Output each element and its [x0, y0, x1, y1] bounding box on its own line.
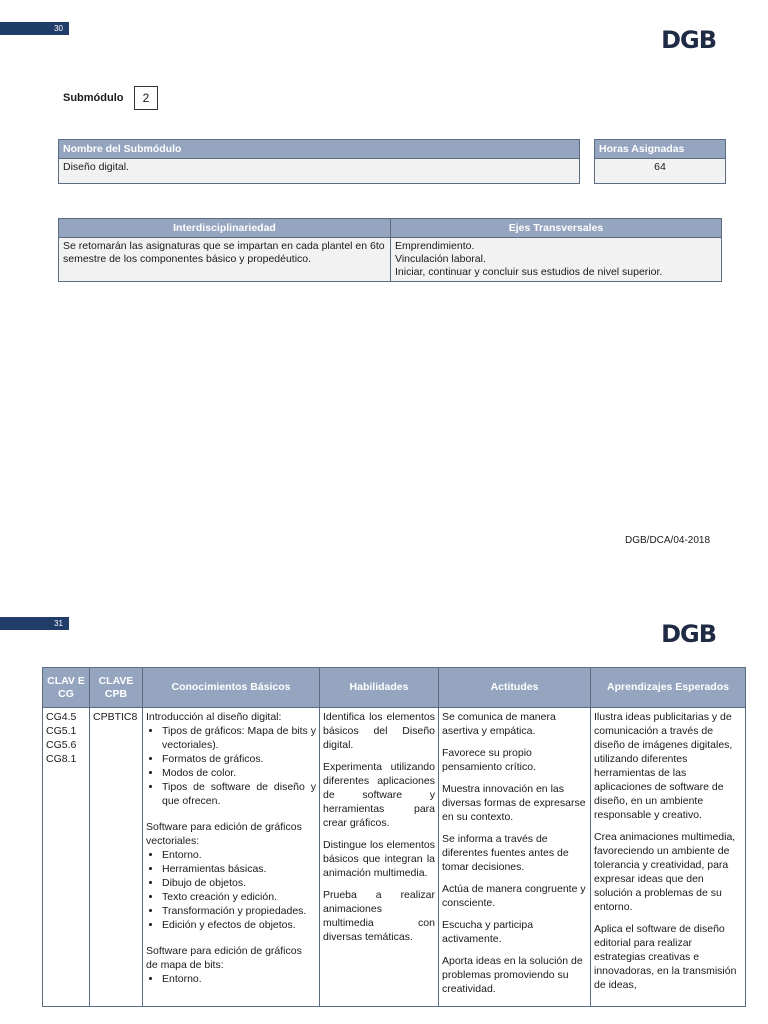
- inter-text: Se retomarán las asignaturas que se impartan en cada plantel en 6to semestre de los componentes básico y propedéutico.: [59, 238, 391, 282]
- header-habilidades: Habilidades: [320, 668, 439, 708]
- hours-value: 64: [595, 159, 726, 184]
- list-item: • Modos de color.: [162, 766, 316, 780]
- eje-item: Emprendimiento.: [395, 240, 475, 252]
- header-ejes: Ejes Transversales: [391, 219, 722, 238]
- dgb-logo: DGB: [661, 26, 716, 54]
- competencias-table: [42, 667, 746, 1007]
- list-item: • Tipos de gráficos: Mapa de bits y vectoriales).: [162, 724, 316, 752]
- aprendizaje: Ilustra ideas publicitarias y de comunicación a través de diseño de imágenes digitales, utilizando diferentes herramientas de las aplicaciones de software de diseño, en un ambiente responsable y creativo.: [594, 711, 733, 821]
- header-nombre: Nombre del Submódulo: [59, 140, 580, 159]
- eje-item: Vinculación laboral.: [395, 253, 486, 265]
- actitud: Escucha y participa activamente.: [442, 919, 534, 945]
- header-horas: Horas Asignadas: [595, 140, 726, 159]
- submodulo-name: Diseño digital.: [59, 159, 580, 184]
- actitud: Muestra innovación en las diversas formas de expresarse en su contexto.: [442, 783, 586, 823]
- actitud: Se informa a través de diferentes fuentes antes de tomar decisiones.: [442, 833, 569, 873]
- submodulo-name-table: [58, 139, 580, 184]
- intro-list: [146, 724, 316, 808]
- eje-item: Iniciar, continuar y concluir sus estudios de nivel superior.: [395, 266, 663, 278]
- clave-cpb: CPBTIC8: [90, 708, 143, 1007]
- header-conocimientos: Conocimientos Básicos: [143, 668, 320, 708]
- actitudes-cell: [439, 708, 591, 1007]
- page-number: 31: [0, 617, 69, 630]
- list-item: • Transformación y propiedades.: [162, 904, 316, 918]
- clave-cg-cell: [43, 708, 90, 1007]
- page-31: [0, 600, 768, 1024]
- header-interdisciplinariedad: Interdisciplinariedad: [59, 219, 391, 238]
- submodulo-number: 2: [134, 86, 158, 110]
- bitmap-list: [146, 972, 316, 986]
- header-aprendizajes: Aprendizajes Esperados: [591, 668, 746, 708]
- header-actitudes: Actitudes: [439, 668, 591, 708]
- aprendizajes-cell: [591, 708, 746, 1007]
- aprendizaje: Crea animaciones multimedia, favoreciendo un ambiente de tolerancia y creatividad, para expresar ideas que den solución a problemas de su entorno.: [594, 831, 736, 913]
- inter-ejes-table: [58, 218, 722, 282]
- actitud: Actúa de manera congruente y consciente.: [442, 883, 586, 909]
- clave-cg: CG8.1: [46, 753, 77, 765]
- hours-table: [594, 139, 726, 184]
- header-clave-cpb: CLAVE CPB: [90, 668, 143, 708]
- habilidades-cell: [320, 708, 439, 1007]
- list-item: • Texto creación y edición.: [162, 890, 316, 904]
- habilidad: Identifica los elementos básicos del Diseño digital.: [323, 711, 435, 751]
- list-item: • Edición y efectos de objetos.: [162, 918, 316, 932]
- list-item: • Entorno.: [162, 972, 316, 986]
- bitmap-title: Software para edición de gráficos de mapa de bits:: [146, 945, 302, 971]
- habilidad: Experimenta utilizando diferentes aplicaciones de software y herramientas para crear gráficos.: [323, 761, 435, 829]
- clave-cg: CG5.6: [46, 739, 77, 751]
- habilidad: Distingue los elementos básicos que integran la animación multimedia.: [323, 839, 435, 879]
- ejes-cell: [391, 238, 722, 282]
- list-item: • Herramientas básicas.: [162, 862, 316, 876]
- habilidad: Prueba a realizar animaciones multimedia con diversas temáticas.: [323, 889, 435, 943]
- conocimientos-cell: [143, 708, 320, 1007]
- submodulo-label: Submódulo: [63, 92, 124, 104]
- vector-title: Software para edición de gráficos vectoriales:: [146, 821, 302, 847]
- list-item: • Entorno.: [162, 848, 316, 862]
- actitud: Se comunica de manera asertiva y empática.: [442, 711, 556, 737]
- clave-cg: CG4.5: [46, 711, 77, 723]
- clave-cg: CG5.1: [46, 725, 77, 737]
- page-number: 30: [0, 22, 69, 35]
- list-item: • Dibujo de objetos.: [162, 876, 316, 890]
- list-item: • Formatos de gráficos.: [162, 752, 316, 766]
- aprendizaje: Aplica el software de diseño editorial para realizar estrategias creativas e innovadoras, en la transmisión de ideas,: [594, 923, 737, 991]
- actitud: Favorece su propio pensamiento crítico.: [442, 747, 536, 773]
- actitud: Aporta ideas en la solución de problemas promoviendo su creatividad.: [442, 955, 583, 995]
- header-clave-cg: CLAV E CG: [43, 668, 90, 708]
- list-item: • Tipos de software de diseño y que ofrecen.: [162, 780, 316, 808]
- intro-title: Introducción al diseño digital:: [146, 711, 282, 723]
- doc-code: DGB/DCA/04-2018: [625, 535, 711, 546]
- vector-list: [146, 848, 316, 932]
- dgb-logo: DGB: [661, 620, 716, 648]
